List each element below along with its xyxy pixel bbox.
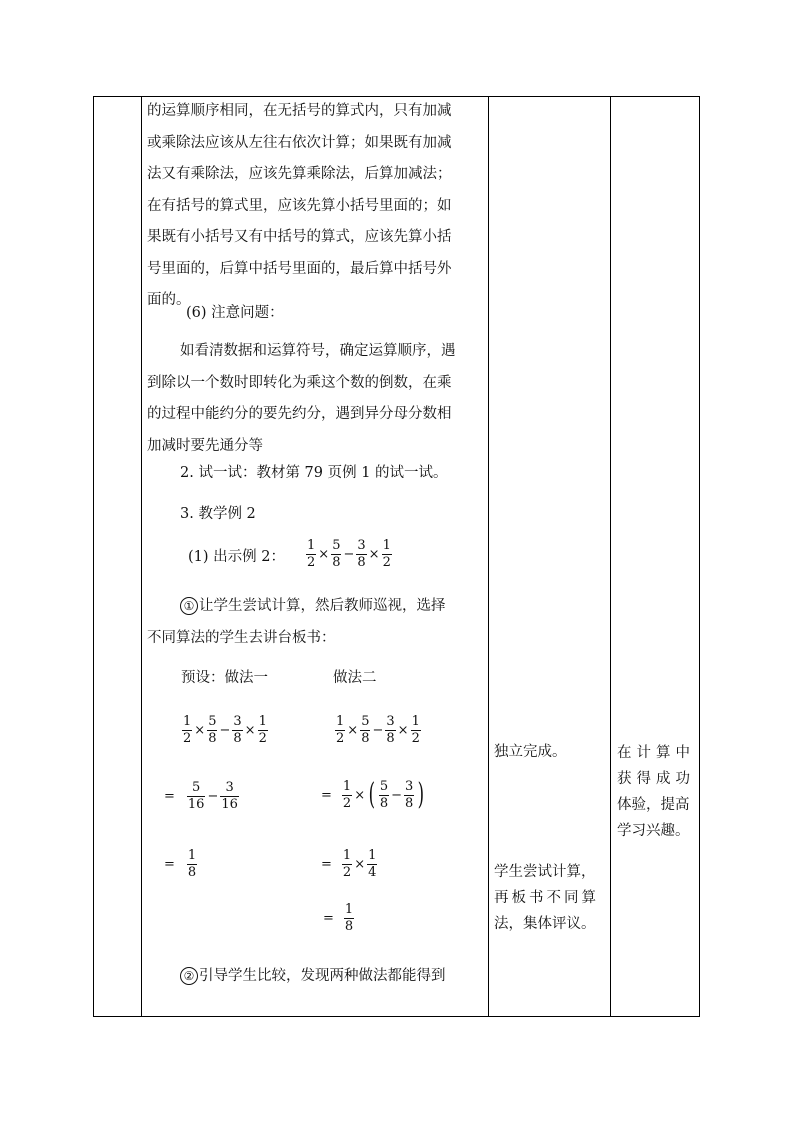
text-line: ① 让学生尝试计算，然后教师巡视，选择 [147,591,446,623]
text-line: 学习兴趣。 [617,823,690,839]
text-line: 在有括号的算式里，应该先算小括号里面的；如 [147,197,452,214]
text-line: 如看清数据和运算符号，确定运算顺序，遇 [180,343,456,359]
text-line: 不同算法的学生去讲台板书： [147,629,336,646]
try-calc-paragraph [147,591,446,654]
column-divider-1 [141,97,142,1016]
item-example-2: 3. 教学例 2 [180,506,256,522]
student-activity-try [494,859,599,937]
circled-number-2: ② [180,967,198,985]
order-of-operations-paragraph [147,96,452,317]
text-line: 号里面的，后算中括号里面的，最后算中括号外 [147,260,452,277]
text-line: 果既有小括号又有中括号的算式，应该先算小括 [147,229,452,245]
notice-title: (6) 注意问题： [186,305,284,321]
column-divider-2 [488,97,489,1016]
example-label: (1) 出示例 2： [188,549,285,565]
fraction: $\frac{3}{8}$ [357,538,366,570]
text-line: 体验，提高 [617,797,690,813]
text-line: 的运算顺序相同，在无括号的算式内，只有加减 [147,103,452,119]
method-two-step-1: $\frac{1}{2}$ × $\frac{5}{8}$ − $\frac{3}{8}$ × $\frac{1}{2}$ [336,714,420,746]
method-two-label: 做法二 [333,670,377,686]
notice-paragraph [147,336,456,462]
method-two-step-3: = $\frac{1}{2}$ × $\frac{1}{4}$ [321,848,377,880]
method-two-step-2: = $\frac{1}{2}$ × ( $\frac{5}{8}$ − $\frac{3}{8}$ ) [321,777,425,812]
text-line: 在计算中 [617,745,695,761]
compare-paragraph: ② 引导学生比较，发现两种做法都能得到 [180,966,446,986]
text-line: 或乘除法应该从左往右依次计算；如果既有加减 [147,134,452,151]
method-one-label: 预设：做法一 [181,670,268,686]
text-line: 获得成功 [617,771,695,787]
item-try-it: 2. 试一试：教材第 79 页例 1 的试一试。 [180,465,448,481]
text-line: 法又有乘除法，应该先算乘除法，后算加减法； [147,166,452,182]
text-line: 的过程中能约分的要先约分，遇到异分母分数相 [147,406,452,422]
method-one-result: = $\frac{1}{8}$ [164,848,197,880]
circled-number-1: ① [180,597,198,615]
method-one-step-2: = $\frac{5}{16}$ − $\frac{3}{16}$ [164,780,238,812]
method-one-step-1: $\frac{1}{2}$ × $\frac{5}{8}$ − $\frac{3}{8}$ × $\frac{1}{2}$ [183,714,267,746]
text-line: 加减时要先通分等 [147,437,263,454]
column-divider-3 [610,97,611,1016]
text-line: 再板书不同算 [494,890,599,906]
student-activity-independent: 独立完成。 [494,744,567,760]
example-expression: $\frac{1}{2}$ × $\frac{5}{8}$ − $\frac{3}{8}$ × $\frac{1}{2}$ [307,538,391,570]
fraction: $\frac{5}{8}$ [332,538,341,570]
text-line: 学生尝试计算， [494,864,596,880]
fraction: $\frac{1}{2}$ [382,538,391,570]
text-line: 到除以一个数时即转化为乘这个数的倒数，在乘 [147,374,452,391]
design-intent [617,740,695,844]
text-line: 法，集体评议。 [494,916,596,932]
method-two-result: = $\frac{1}{8}$ [323,902,354,934]
text-line: 面的。 [147,292,191,308]
fraction: $\frac{1}{2}$ [307,538,316,570]
